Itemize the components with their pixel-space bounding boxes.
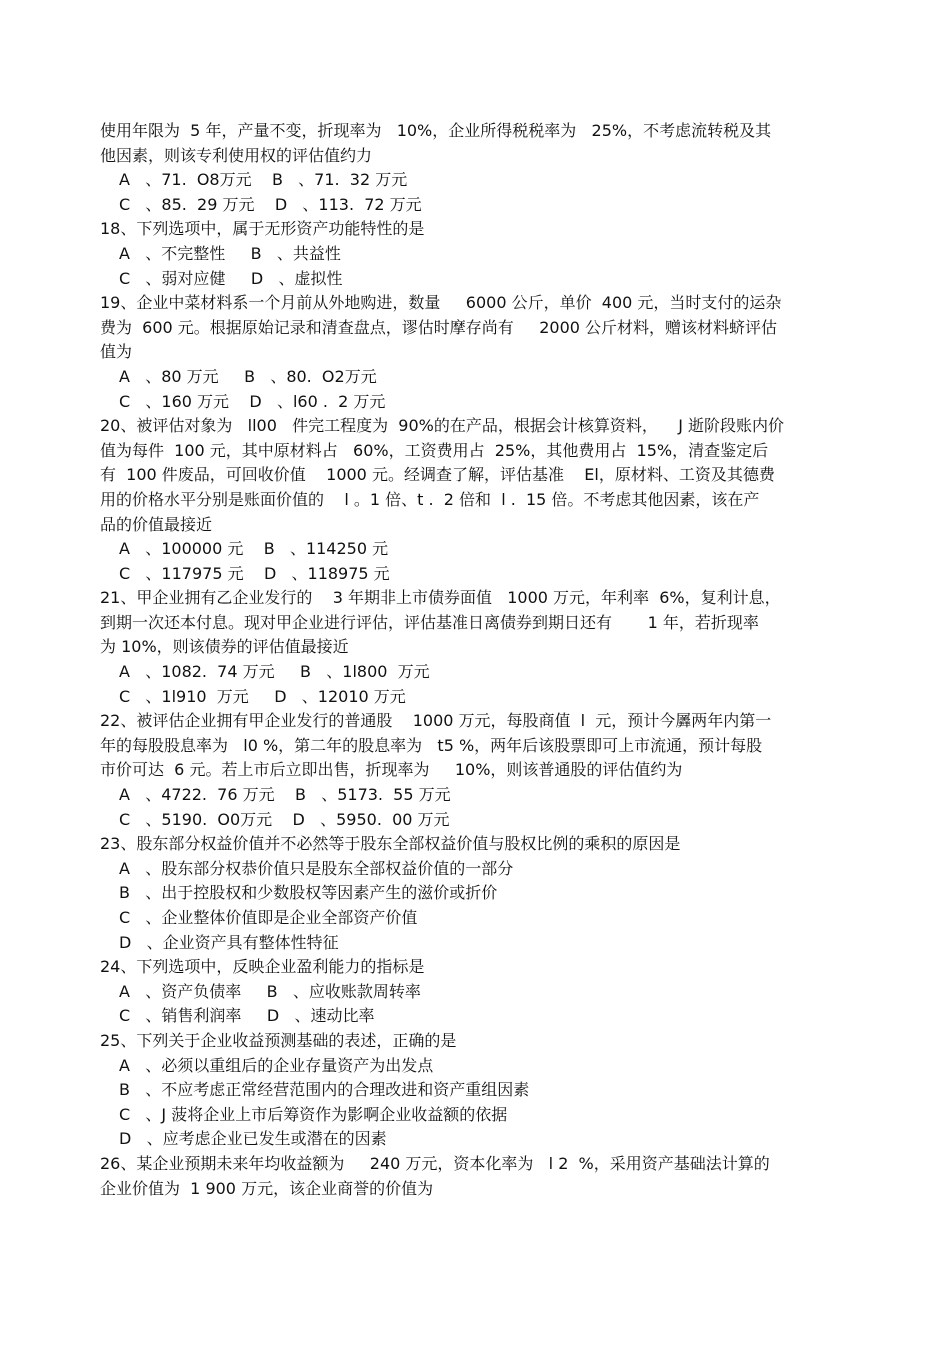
answer-option-b: B 、出于控股权和少数股权等因素产生的滋价或折价 <box>119 883 498 903</box>
answer-option-d: D 、企业资产具有整体性特征 <box>119 932 339 952</box>
question-text-line: 有 100 件废品，可回收价值 1000 元。经调查了解，评估基准 El，原材料、工资及其德费 <box>100 465 775 485</box>
question-23: 23、股东部分权益价值并不必然等于股东全部权益价值与股权比例的乘积的原因是 <box>100 834 681 854</box>
answer-options-line: A 、80 万元 B 、80. O2万元 <box>119 366 377 386</box>
question-text-line: 费为 600 元。根据原始记录和清查盘点，谬估时摩存尚有 2000 公斤材料，赠该材料蛴评估 <box>100 317 778 337</box>
answer-options-line: C 、160 万元 D 、l60 . 2 万元 <box>119 391 386 411</box>
question-25: 25、下列关于企业收益预测基础的表述，正确的是 <box>100 1030 457 1050</box>
answer-options-line: A 、71. O8万元 B 、71. 32 万元 <box>119 170 408 190</box>
question-22: 22、被评估企业拥有甲企业发行的普通股 1000 万元，每股商值 l 元，预计今羼两年内第一 <box>100 711 772 731</box>
answer-option-d: D 、应考虑企业已发生或潜在的因素 <box>119 1129 387 1149</box>
answer-options-line: C 、弱对应健 D 、虚拟性 <box>119 268 343 288</box>
answer-option-c: C 、企业整体价值即是企业全部资产价值 <box>119 908 418 927</box>
answer-option-c: C 、J 菠将企业上市后筹资作为影啊企业收益额的依据 <box>119 1104 508 1124</box>
question-text-line: 品的价值最接近 <box>100 514 213 534</box>
answer-options-line: A 、4722. 76 万元 B 、5173. 55 万元 <box>119 785 451 805</box>
answer-options-line: C 、销售利润率 D 、速动比率 <box>119 1006 375 1026</box>
question-text-line: 值为每件 100 元，其中原材料占 60%，工资费用占 25%，其他费用占 15%，清查鉴定后 <box>100 440 769 460</box>
answer-option-a: A 、股东部分权恭价值只是股东全部权益价值的一部分 <box>119 858 514 878</box>
answer-options-line: A 、100000 元 B 、114250 元 <box>119 539 389 559</box>
question-text-line: 用的价格水平分别是账面价值的 l 。1 倍、t . 2 倍和 l . 15 倍。不考虑其他因素，该在产 <box>100 489 760 509</box>
question-text-line: 企业价值为 1 900 万元，该企业商誉的价值为 <box>100 1178 434 1198</box>
answer-options-line: A 、不完整性 B 、共益性 <box>119 243 341 263</box>
answer-option-a: A 、必须以重组后的企业存量资产为出发点 <box>119 1055 434 1075</box>
answer-options-line: C 、1l910 万元 D 、12010 万元 <box>119 686 406 706</box>
question-21: 21、甲企业拥有乙企业发行的 3 年期非上市债券面值 1000 万元，年利率 6%，复利计息， <box>100 588 781 608</box>
question-text-line: 年的每股股息率为 l0 %，第二年的股息率为 t5 %，两年后该股票即可上市流通，预计每股 <box>100 735 763 755</box>
answer-options-line: C 、117975 元 D 、118975 元 <box>119 563 390 583</box>
question-text-line: 到期一次还本付息。现对甲企业进行评估，评估基准日离债券到期日还有 1 年，若折现率 <box>100 612 759 632</box>
answer-options-line: C 、5190. O0万元 D 、5950. 00 万元 <box>119 809 450 829</box>
question-text-line: 市价可达 6 元。若上市后立即出售，折现率为 10%，则该普通股的评估值约为 <box>100 760 683 780</box>
question-text-line: 值为 <box>100 342 133 362</box>
answer-option-b: B 、不应考虑正常经营范围内的合理改进和资产重组因素 <box>119 1080 530 1100</box>
question-19: 19、企业中菜材料系一个月前从外地购进，数量 6000 公斤，单价 400 元，当时支付的运杂 <box>100 293 782 313</box>
answer-options-line: A 、资产负债率 B 、应收账款周转率 <box>119 981 421 1001</box>
exam-text-body <box>100 119 845 1201</box>
question-text-line: 他因素，则该专利使用权的评估值约力 <box>100 145 373 165</box>
answer-options-line: C 、85. 29 万元 D 、113. 72 万元 <box>119 194 422 214</box>
question-26: 26、某企业预期未来年均收益额为 240 万元，资本化率为 l 2 %，采用资产基础法计算的 <box>100 1153 770 1173</box>
answer-options-line: A 、1082. 74 万元 B 、1l800 万元 <box>119 662 430 682</box>
question-18: 18、下列选项中，属于无形资产功能特性的是 <box>100 219 425 239</box>
question-24: 24、下列选项中，反映企业盈利能力的指标是 <box>100 957 425 977</box>
question-20: 20、被评估对象为 ll00 件完工程度为 90%的在产品，根据会计核算资料， J 逝阶段账内价 <box>100 416 785 436</box>
question-text-line: 为 10%，则该债券的评估值最接近 <box>100 637 349 657</box>
question-text-line: 使用年限为 5 年，产量不变，折现率为 10%，企业所得税税率为 25%，不考虑流转税及其 <box>100 121 772 140</box>
